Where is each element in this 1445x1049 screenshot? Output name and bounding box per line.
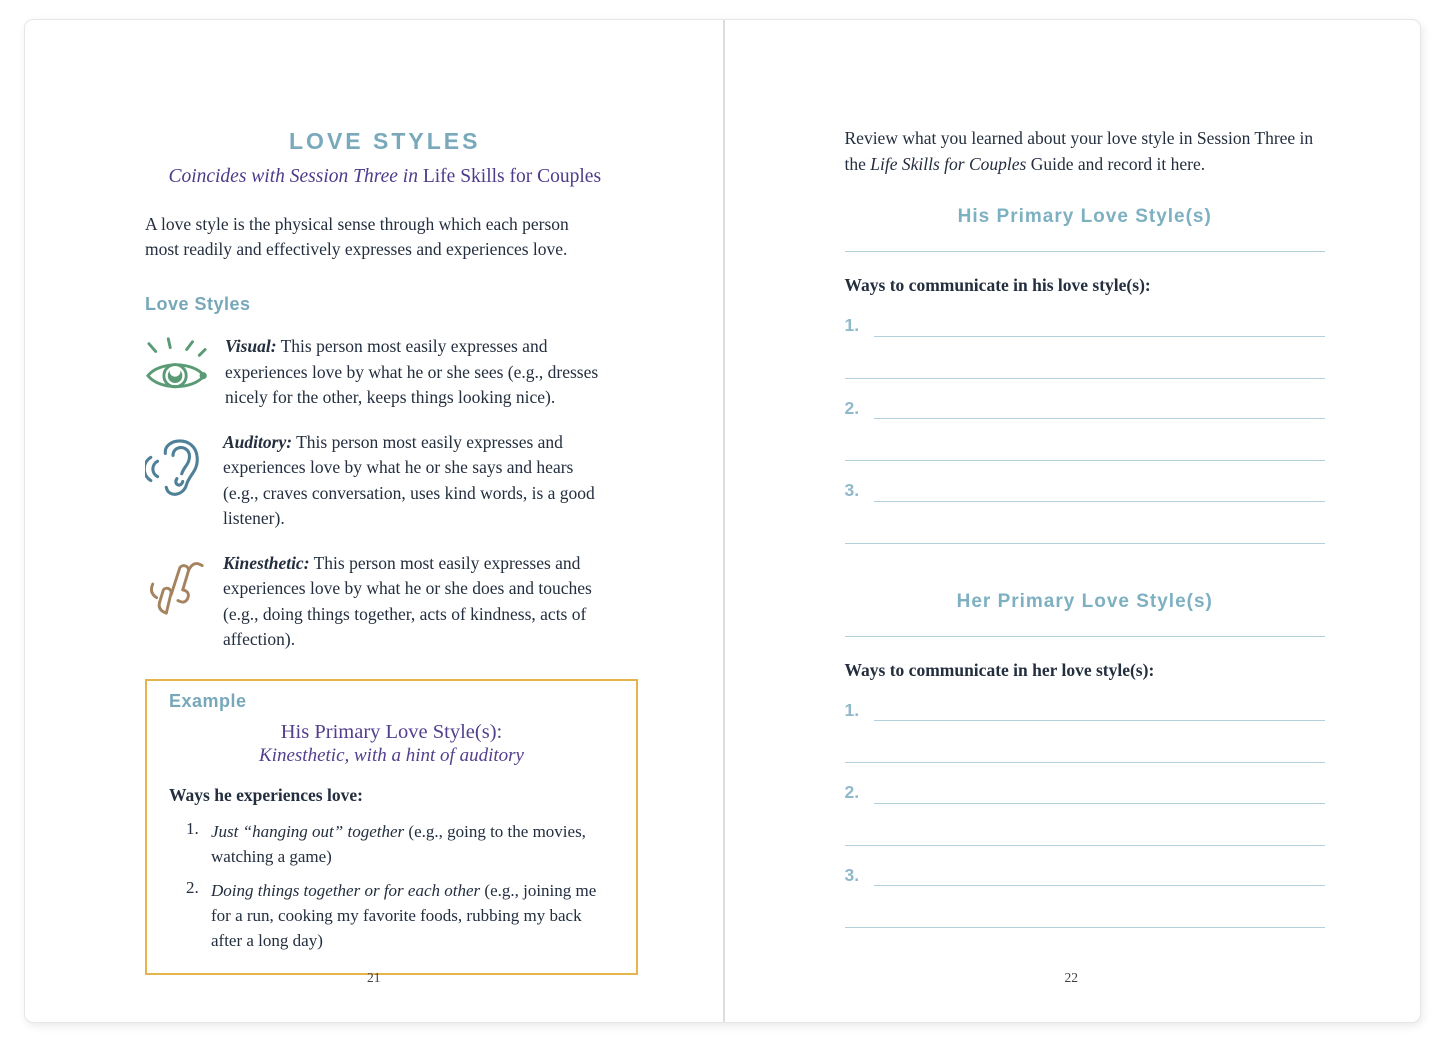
page-subtitle (145, 166, 625, 188)
write-in-line (845, 378, 1326, 379)
write-in-line (845, 845, 1326, 846)
blank-item-number: 1. (844, 315, 860, 335)
style-item-visual (145, 334, 625, 411)
write-in-line (874, 418, 1325, 419)
style-term-auditory: Auditory: (223, 431, 293, 452)
right-page-number: 22 (1064, 970, 1078, 985)
style-term-visual: Visual: (225, 336, 277, 356)
write-in-line (845, 460, 1326, 461)
example-item-text (211, 878, 614, 953)
write-in-line (845, 762, 1326, 763)
style-text-auditory (223, 430, 601, 532)
book-spread (25, 20, 1420, 1022)
her-blank-item-1 (844, 699, 1326, 764)
his-blank-item-1 (845, 317, 1326, 379)
eye-icon (145, 336, 209, 401)
review-intro-pre: Review what you learned about your love style in Session Three in the (844, 128, 1314, 174)
her-blank-item-2 (845, 784, 1326, 846)
style-term-kinesthetic: Kinesthetic: (223, 552, 310, 573)
ear-icon (145, 432, 207, 507)
example-item-italic: Doing things together or for each other (211, 880, 481, 900)
write-in-line (845, 927, 1326, 928)
subtitle-regular-part: Life Skills for Couples (422, 166, 602, 187)
example-list-item (169, 878, 614, 953)
right-page-content (723, 20, 1421, 928)
write-in-line (874, 885, 1325, 886)
blank-item-number: 2. (844, 782, 860, 802)
love-styles-heading: Love Styles (145, 294, 251, 314)
her-primary-love-style-heading: Her Primary Love Style(s) (956, 590, 1213, 612)
blank-item-number: 2. (844, 397, 860, 418)
left-page-content (25, 20, 723, 975)
example-list (169, 819, 614, 953)
his-blank-item-2 (844, 397, 1326, 462)
her-style-write-in-line (845, 636, 1326, 637)
her-blank-item-3 (844, 864, 1326, 929)
example-list-item (169, 819, 614, 869)
touching-hands-icon (145, 553, 207, 622)
style-text-kinesthetic (223, 551, 601, 653)
example-heading: His Primary Love Style(s): (280, 720, 503, 743)
write-in-line (874, 803, 1325, 804)
write-in-line (874, 336, 1325, 337)
his-style-write-in-line (845, 251, 1326, 252)
example-subheading: Kinesthetic, with a hint of auditory (259, 744, 524, 766)
example-item-regular: (e.g., joining me for a run, cooking my favorite foods, rubbing my back after a long day) (211, 880, 597, 950)
style-desc-visual: This person most easily expresses and experiences love by what he or she sees (e.g., dresses nicely for the other, keeps things looking nice). (225, 336, 599, 407)
blank-item-number: 1. (844, 699, 860, 720)
example-item-regular: (e.g., going to the movies, watching a game) (211, 821, 586, 866)
example-lead: Ways he experiences love: (169, 784, 363, 805)
intro-paragraph: A love style is the physical sense through which each person most readily and effectively expresses and experiences love. (145, 214, 569, 259)
example-item-italic: Just “hanging out” together (211, 821, 405, 841)
page-title: LOVE STYLES (289, 128, 481, 154)
style-item-auditory (145, 430, 625, 532)
review-intro-post: Guide and record it here. (1026, 154, 1206, 174)
style-desc-kinesthetic: This person most easily expresses and experiences love by what he or she does and touches (e.g., doing things together, acts of kindness, acts of affection). (223, 552, 592, 649)
blank-item-number: 3. (844, 864, 860, 885)
right-page (723, 20, 1421, 1022)
write-in-line (874, 720, 1325, 721)
example-item-number: 2. (186, 877, 199, 897)
his-primary-love-style-heading: His Primary Love Style(s) (957, 206, 1212, 227)
subtitle-italic-part: Coincides with Session Three in (168, 166, 418, 187)
write-in-line (845, 543, 1326, 544)
her-communicate-prompt: Ways to communicate in her love style(s): (844, 659, 1155, 680)
example-box (145, 679, 638, 975)
write-in-line (874, 501, 1325, 502)
blank-item-number: 3. (844, 480, 860, 500)
style-item-kinesthetic (145, 551, 625, 653)
example-item-number: 1. (186, 818, 199, 838)
his-blank-item-3 (845, 482, 1326, 544)
left-page-number: 21 (367, 970, 381, 985)
left-page (25, 20, 723, 1022)
example-label: Example (169, 690, 247, 711)
his-communicate-prompt: Ways to communicate in his love style(s): (844, 275, 1151, 295)
example-item-text (211, 819, 614, 869)
review-intro-paragraph (845, 125, 1315, 177)
style-text-visual (225, 334, 603, 411)
style-desc-auditory: This person most easily expresses and experiences love by what he or she says and hears (e.g., craves conversation, uses kind words, is a good listener). (223, 431, 595, 528)
review-intro-italic: Life Skills for Couples (870, 154, 1027, 174)
page-gutter-divider (723, 20, 725, 1022)
